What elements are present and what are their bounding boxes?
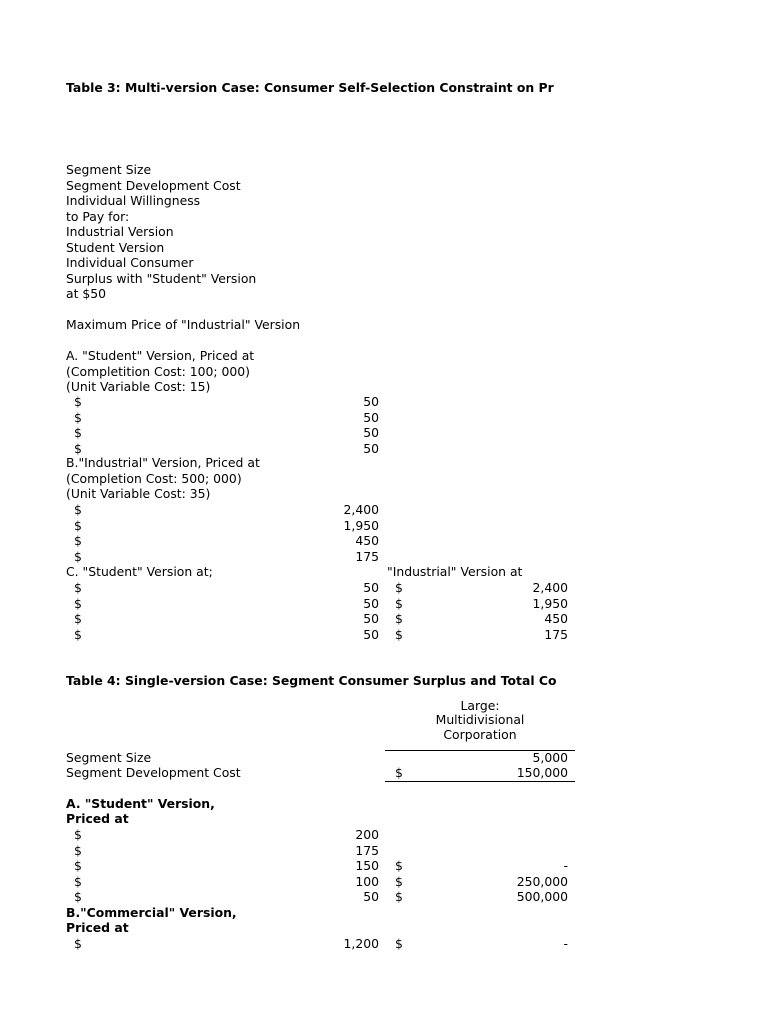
table4-sectionA-price: 50 [363,889,379,904]
currency-symbol: $ [74,889,82,904]
table4-sectionA-price: 200 [355,827,379,842]
table3-sectionB-value: 175 [355,548,379,564]
currency-symbol: $ [74,873,82,889]
table4-sectionA-price: 100 [355,873,379,889]
currency-symbol: $ [74,440,82,456]
table3-sectionA-value: 50 [363,425,379,440]
table4-sectionB-heading-line2: Priced at [66,920,129,935]
table4-segment-dev-currency: $ [395,765,403,780]
table3-row-label: A. "Student" Version, Priced at [66,348,255,363]
table3-row-label: Surplus with "Student" Version [66,270,257,286]
table3-sectionC-student-value: 50 [363,595,379,611]
table3-row-label: Maximum Price of "Industrial" Version [66,317,301,332]
table4-column-header-line3: Corporation [443,727,517,742]
table3-row-label: to Pay for: [66,208,130,224]
table3-sectionC-student-value: 50 [363,580,379,595]
currency-symbol: $ [395,626,403,642]
currency-symbol: $ [74,548,82,564]
table3-sectionC-heading: C. "Student" Version at; [66,564,213,579]
table4-segment-size-value: 5,000 [532,750,568,765]
currency-symbol: $ [395,889,403,904]
table3-sectionA-value: 50 [363,394,379,409]
currency-symbol: $ [74,936,82,951]
table4-sectionA-value: 500,000 [516,889,568,904]
table3-row-label: at $50 [66,286,107,301]
currency-symbol: $ [74,517,82,533]
table3-row-label: Segment Size [66,162,152,177]
table3-sectionC-industrial-value: 2,400 [532,580,568,595]
currency-symbol: $ [74,394,82,409]
currency-symbol: $ [74,611,82,626]
currency-symbol: $ [74,502,82,517]
table4-sectionB-value: - [563,936,568,951]
table3-row-label: Individual Consumer [66,255,194,270]
table4-sectionA-price: 175 [355,842,379,858]
table3-row-label: Industrial Version [66,224,174,239]
table4-sectionB-heading-line1: B."Commercial" Version, [66,905,237,920]
table3-sectionB-heading: B."Industrial" Version, Priced at [66,455,260,470]
table4-column-header-line1: Large: [460,698,500,713]
table3-sectionB-value: 1,950 [343,517,379,533]
table3-sectionC-student-value: 50 [363,611,379,626]
table4-sectionA-price: 150 [355,858,379,873]
currency-symbol: $ [74,580,82,595]
table4-sectionB-price: 1,200 [343,936,379,951]
table3-sectionB-value: 2,400 [343,502,379,517]
table3-row-label: (Unit Variable Cost: 15) [66,379,211,394]
currency-symbol: $ [395,580,403,595]
currency-symbol: $ [395,595,403,611]
table4-segment-dev-value: 150,000 [516,765,568,780]
table3-sectionB-unit-cost: (Unit Variable Cost: 35) [66,486,211,501]
table4-sectionA-value: 250,000 [516,873,568,889]
table3-row-label: Individual Willingness [66,193,201,208]
currency-symbol: $ [74,827,82,842]
table3-sectionC-industrial-value: 1,950 [532,595,568,611]
currency-symbol: $ [395,873,403,889]
table3-sectionA-value: 50 [363,440,379,456]
table3-sectionC-student-value: 50 [363,626,379,642]
table3-sectionC-industrial-value: 450 [544,611,568,626]
table4-sectionA-heading-line1: A. "Student" Version, [66,796,215,811]
currency-symbol: $ [74,626,82,642]
currency-symbol: $ [74,858,82,873]
currency-symbol: $ [74,595,82,611]
currency-symbol: $ [74,409,82,425]
currency-symbol: $ [74,425,82,440]
table3-sectionB-completion-cost: (Completion Cost: 500; 000) [66,471,242,486]
table4-sectionA-heading-line2: Priced at [66,811,129,826]
currency-symbol: $ [395,858,403,873]
table3-row-label: Student Version [66,239,165,255]
table4-column-header-line2: Multidivisional [435,712,525,727]
table4-title: Table 4: Single-version Case: Segment Consumer Surplus and Total Co [66,673,557,688]
table3-sectionC-industrial-value: 175 [544,626,568,642]
table3-row-label: Segment Development Cost [66,177,241,193]
table4-sectionA-value: - [563,858,568,873]
table4-segment-size-label: Segment Size [66,750,152,765]
table3-sectionB-value: 450 [355,533,379,548]
currency-symbol: $ [395,611,403,626]
table3-sectionC-industrial-heading: "Industrial" Version at [387,564,523,579]
table4-total-rule [385,781,575,782]
currency-symbol: $ [74,842,82,858]
table3-title: Table 3: Multi-version Case: Consumer Self-Selection Constraint on Pr [66,80,554,95]
table3-sectionA-value: 50 [363,409,379,425]
table3-row-label: (Completition Cost: 100; 000) [66,363,250,379]
currency-symbol: $ [395,936,403,951]
currency-symbol: $ [74,533,82,548]
table4-segment-dev-label: Segment Development Cost [66,765,241,780]
